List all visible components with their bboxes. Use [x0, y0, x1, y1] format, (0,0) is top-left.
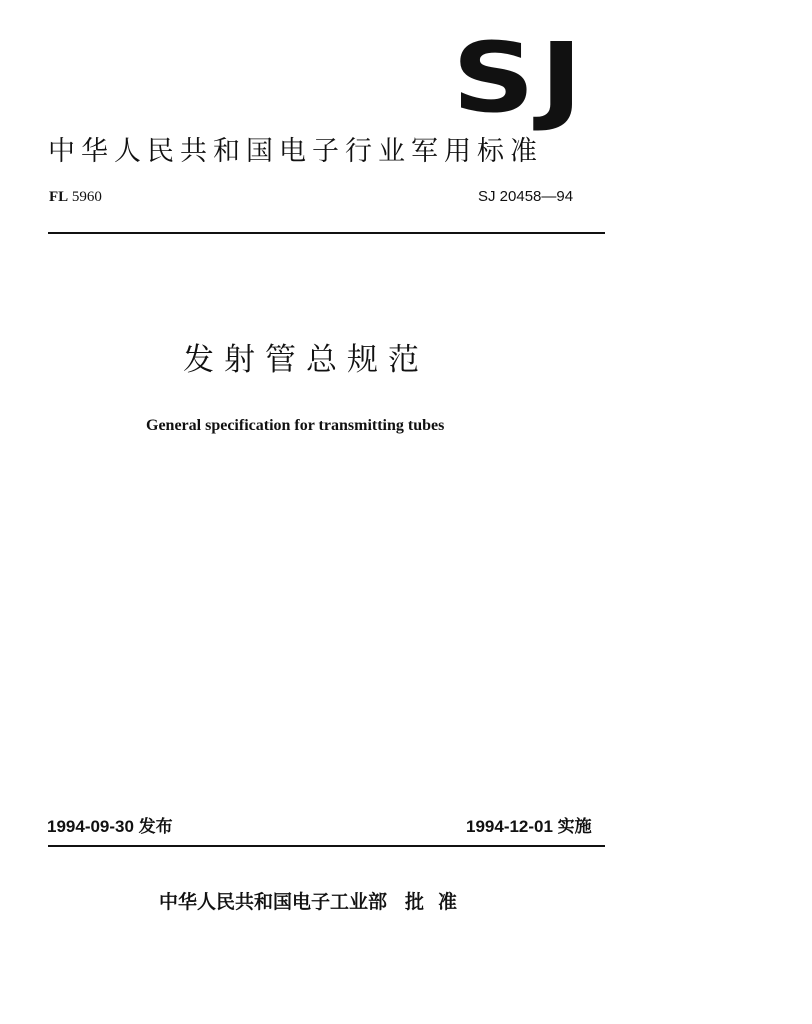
footer-divider	[48, 845, 605, 847]
approving-authority: 中华人民共和国电子工业部	[159, 891, 388, 913]
implementation-date: 1994-12-01 实施	[466, 817, 592, 836]
standard-name: 中华人民共和国电子行业军用标准	[48, 136, 543, 167]
sj-logo: SJ	[452, 22, 588, 134]
approval-action: 批准	[405, 891, 472, 913]
header-divider	[48, 232, 605, 234]
classification-number: 5960	[71, 189, 102, 205]
standard-number: SJ 20458—94	[478, 188, 574, 205]
document-title-chinese: 发射管总规范	[183, 342, 429, 378]
approval-line	[159, 890, 471, 914]
classification-code	[49, 188, 102, 206]
document-title-english: General specification for transmitting tubes	[146, 417, 445, 434]
classification-prefix: FL	[49, 189, 69, 205]
issue-date: 1994-09-30 发布	[47, 817, 173, 836]
